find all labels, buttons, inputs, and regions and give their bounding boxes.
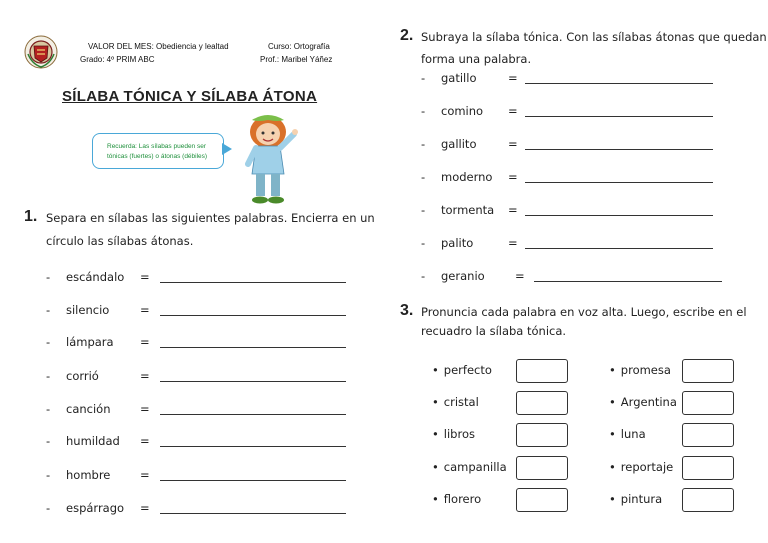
answer-box[interactable] (516, 456, 568, 480)
q2-word: gatillo (441, 71, 477, 85)
answer-box[interactable] (516, 488, 568, 512)
q3-item (432, 460, 507, 474)
answer-line[interactable] (160, 347, 346, 348)
q2-word: gallito (441, 137, 477, 151)
answer-line[interactable] (160, 282, 346, 283)
dash-marker: - (46, 270, 51, 284)
bullet: • (432, 460, 439, 474)
bullet: • (609, 492, 616, 506)
answer-line[interactable] (525, 215, 713, 216)
q2-word: palito (441, 236, 474, 250)
page-title: SÍLABA TÓNICA Y SÍLABA ÁTONA (62, 88, 318, 105)
answer-box[interactable] (516, 391, 568, 415)
bullet: • (609, 460, 616, 474)
q3-item (609, 492, 662, 506)
dash-marker: - (46, 434, 51, 448)
q3-instruction-line-1: Pronuncia cada palabra en voz alta. Luego, escribe en el (421, 305, 747, 319)
answer-box[interactable] (516, 423, 568, 447)
dash-marker: - (421, 269, 426, 283)
q3-word: pintura (620, 492, 663, 506)
q3-word: promesa (620, 363, 671, 377)
answer-box[interactable] (682, 488, 734, 512)
q2-number: 2. (400, 27, 414, 44)
answer-line[interactable] (525, 248, 713, 249)
dash-marker: - (46, 501, 51, 515)
answer-line[interactable] (160, 315, 346, 316)
equals-sign: = (508, 203, 518, 217)
bubble-tail (222, 143, 232, 155)
answer-line[interactable] (160, 381, 346, 382)
answer-line[interactable] (525, 182, 713, 183)
q3-item (432, 492, 481, 506)
q3-word: Argentina (620, 395, 677, 409)
dash-marker: - (421, 203, 426, 217)
q2-word: geranio (441, 269, 485, 283)
answer-box[interactable] (682, 456, 734, 480)
q1-word: espárrago (66, 501, 125, 515)
q2-instruction-line-2: forma una palabra. (421, 52, 532, 66)
bullet: • (609, 363, 616, 377)
equals-sign: = (140, 434, 150, 448)
answer-box[interactable] (682, 359, 734, 383)
dash-marker: - (46, 369, 51, 383)
equals-sign: = (508, 71, 518, 85)
answer-box[interactable] (516, 359, 568, 383)
dash-marker: - (421, 104, 426, 118)
dash-marker: - (421, 137, 426, 151)
q3-word: cristal (443, 395, 479, 409)
equals-sign: = (140, 335, 150, 349)
q3-item (609, 460, 673, 474)
q3-item (432, 363, 492, 377)
q2-word: comino (441, 104, 484, 118)
bullet: • (609, 427, 616, 441)
answer-line[interactable] (160, 414, 346, 415)
dash-marker: - (421, 170, 426, 184)
q3-word: campanilla (443, 460, 507, 474)
answer-line[interactable] (160, 513, 346, 514)
q3-item (609, 427, 646, 441)
grade-label: Grado: 4º PRIM ABC (80, 55, 155, 64)
equals-sign: = (140, 270, 150, 284)
teacher-label: Prof.: Maribel Yáñez (260, 55, 333, 64)
answer-line[interactable] (525, 149, 713, 150)
equals-sign: = (508, 137, 518, 151)
answer-line[interactable] (534, 281, 722, 282)
q3-word: luna (620, 427, 646, 441)
girl-illustration (238, 112, 298, 204)
equals-sign: = (140, 303, 150, 317)
equals-sign: = (140, 468, 150, 482)
equals-sign: = (508, 236, 518, 250)
q1-word: lámpara (66, 335, 114, 349)
dash-marker: - (46, 402, 51, 416)
q3-item (432, 427, 475, 441)
q1-word: silencio (66, 303, 110, 317)
q3-number: 3. (400, 302, 414, 319)
q1-word: canción (66, 402, 111, 416)
q3-word: florero (443, 492, 482, 506)
answer-box[interactable] (682, 391, 734, 415)
q1-word: corrió (66, 369, 99, 383)
equals-sign: = (140, 501, 150, 515)
school-logo (22, 34, 60, 70)
bullet: • (609, 395, 616, 409)
q1-word: escándalo (66, 270, 125, 284)
course-label: Curso: Ortografía (268, 42, 330, 51)
answer-box[interactable] (682, 423, 734, 447)
reminder-line-2: tónicas (fuertes) o átonas (débiles) (107, 153, 208, 160)
q3-item (609, 363, 671, 377)
answer-line[interactable] (160, 480, 346, 481)
q1-word: humildad (66, 434, 120, 448)
q2-word: moderno (441, 170, 493, 184)
dash-marker: - (421, 236, 426, 250)
answer-line[interactable] (525, 116, 713, 117)
q3-instruction-line-2: recuadro la sílaba tónica. (421, 324, 567, 338)
dash-marker: - (46, 335, 51, 349)
q1-instruction-line-1: Separa en sílabas las siguientes palabras. Encierra en un (46, 211, 375, 225)
q3-item (609, 395, 677, 409)
q1-number: 1. (24, 208, 38, 225)
q3-word: libros (443, 427, 475, 441)
bullet: • (432, 363, 439, 377)
equals-sign: = (515, 269, 525, 283)
equals-sign: = (508, 104, 518, 118)
dash-marker: - (46, 303, 51, 317)
bullet: • (432, 395, 439, 409)
equals-sign: = (140, 369, 150, 383)
q1-word: hombre (66, 468, 111, 482)
q3-word: reportaje (620, 460, 674, 474)
dash-marker: - (46, 468, 51, 482)
q3-item (432, 395, 479, 409)
bullet: • (432, 492, 439, 506)
reminder-bubble (92, 133, 224, 169)
q3-word: perfecto (443, 363, 492, 377)
q2-instruction-line-1: Subraya la sílaba tónica. Con las sílabas átonas que quedan (421, 30, 767, 44)
reminder-line-1: Recuerda: Las sílabas pueden ser (107, 143, 207, 150)
value-of-month: VALOR DEL MES: Obediencia y lealtad (88, 42, 229, 51)
answer-line[interactable] (160, 446, 346, 447)
dash-marker: - (421, 71, 426, 85)
answer-line[interactable] (525, 83, 713, 84)
q2-word: tormenta (441, 203, 495, 217)
q1-instruction-line-2: círculo las sílabas átonas. (46, 234, 194, 248)
equals-sign: = (508, 170, 518, 184)
bullet: • (432, 427, 439, 441)
equals-sign: = (140, 402, 150, 416)
